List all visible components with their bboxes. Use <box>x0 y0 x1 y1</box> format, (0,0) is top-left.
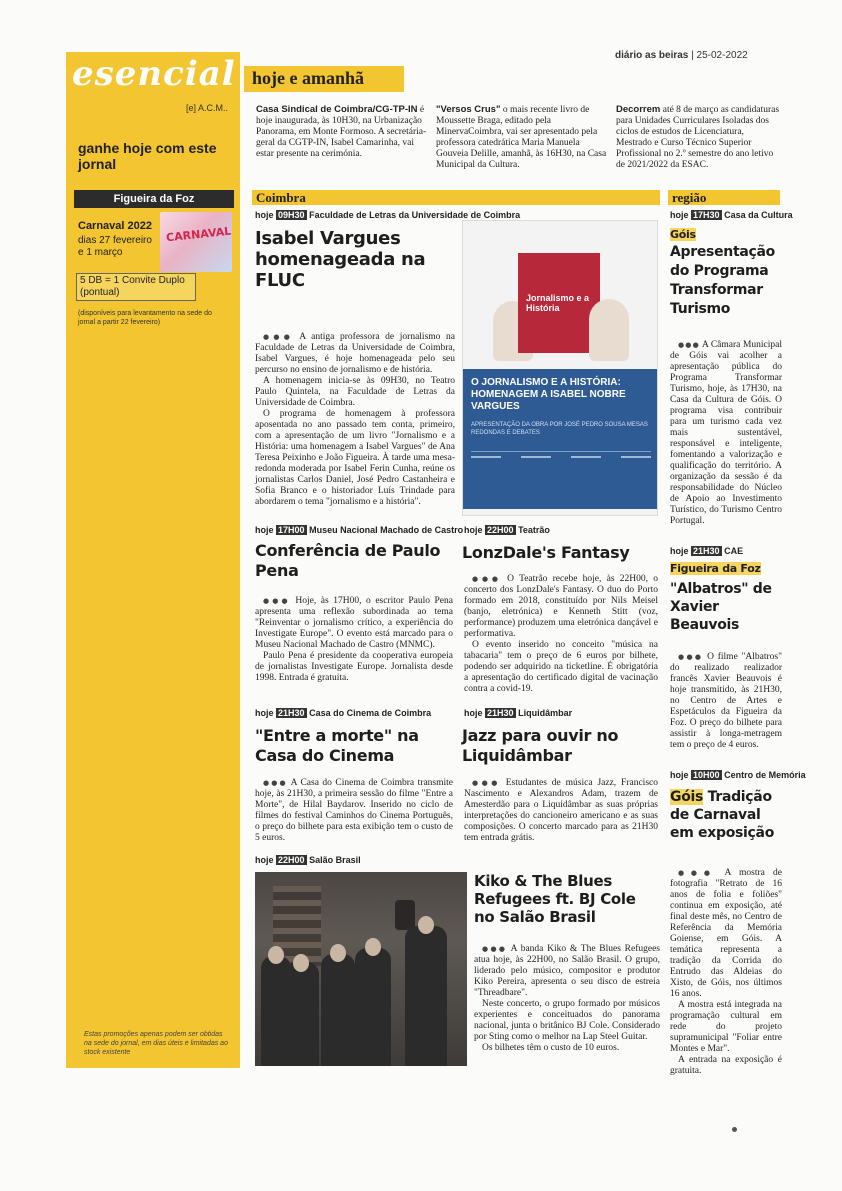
brief-text: é hoje inaugurada, às 10H30, na Urbanização Panorama, em Monte Formoso. A secretária-geral da CGTP-IN, Isabel Camarinha, vai estar presente na cerimónia. <box>256 105 427 159</box>
headline-fluc: Isabel Vargues homenageada na FLUC <box>255 228 426 291</box>
publication-name: diário as beiras <box>615 50 689 61</box>
headline-gois-carnaval <box>670 788 782 842</box>
region-label-figueira: Figueira da Foz <box>670 562 761 575</box>
promo-footer: Estas promoções apenas podem ser obtidas na sede do jornal, em dias úteis e limitadas ao stock existente <box>84 1031 228 1056</box>
poster-band <box>463 369 658 509</box>
promo-location: Figueira da Foz <box>74 190 234 208</box>
headline-paulo-pena: Conferência de Paulo Pena <box>255 541 441 580</box>
brief-text: até 8 de março as candidaturas para Unidades Curriculares Isoladas dos ciclos de estudos de Licenciatura, Mestrado e Curso Técnico Superior Profissional no 2.º semestre do ano letivo de 2021/2022 da ESAC. <box>616 105 780 170</box>
section-title: hoje e amanhã <box>244 66 404 92</box>
section-bar-regiao: região <box>668 190 780 205</box>
masthead-separator: | <box>691 50 694 61</box>
region-label-gois: Góis <box>670 789 704 805</box>
headline-gois-turismo: Apresentação do Programa Transformar Turismo <box>670 244 775 317</box>
promo-event: Carnaval 2022 <box>78 220 152 232</box>
brief-casa-sindical <box>256 104 428 160</box>
carnaval-poster-text: CARNAVAL <box>165 224 232 245</box>
article-body-gois-turismo: ●●● A Câmara Municipal de Góis vai acolher a apresentação pública do Programa Transformar Turismo, hoje, às 17H30, na Casa da Cultura de Góis. O programa visa contribuir para um turismo cada vez mais sustentável, responsável e inteligente, fomentando a valorização e qualificação do território. A organização da sessão é da responsabilidade do Núcleo de Apoio ao Investimento Turístico, do Turismo Centro Portugal. <box>670 340 782 526</box>
poster-grid <box>471 451 651 491</box>
brief-text: o mais recente livro de Moussette Braga, editado pela MinervaCoimbra, vai ser apresentado pela professora catedrática Maria Manuela Gouveia Delille, amanhã, às 16H30, na Casa Municipal da Cultura. <box>436 105 607 170</box>
article-tag: hoje 21H30 Liquidâmbar <box>464 708 573 718</box>
article-tag: hoje 22H00 Teatrão <box>464 525 550 535</box>
brief-title: Casa Sindical de Coimbra/CG-TP-IN <box>256 104 418 115</box>
issue-date: 25-02-2022 <box>696 50 748 61</box>
band-photo <box>255 872 467 1066</box>
scan-mark <box>732 1127 737 1132</box>
article-body-entre-a-morte: ●●● A Casa do Cinema de Coimbra transmite hoje, às 21H30, a primeira sessão do filme "Entre a Morte", de Hilal Baydarov. Inserido no ciclo de filmes do festival Caminhos do Cinema Português, o preço do bilhete para esta exibição tem o custo de 5 euros. <box>255 778 453 843</box>
masthead <box>615 50 748 61</box>
section-brand: esencial <box>72 54 236 94</box>
poster-title: O JORNALISMO E A HISTÓRIA: HOMENAGEM A ISABEL NOBRE VARGUES <box>471 377 626 412</box>
article-tag: hoje 17H30 Casa da Cultura <box>670 210 793 220</box>
headline-kiko: Kiko & The Blues Refugees ft. BJ Cole no Salão Brasil <box>474 872 636 926</box>
article-body-kiko: ●●● A banda Kiko & The Blues Refugees atua hoje, às 22H00, no Salão Brasil. O grupo, liderado pelo músico, compositor e produtor Kiko Pereira, apresenta o seu disco de estreia "Threadbare". Neste concerto, o grupo formado por músicos experientes e conceituados do panorama nacional, junta o britânico BJ Cole. Considerado por Sting como o melhor na Lap Steel Guitar. Os bilhetes têm o custo de 10 euros. <box>474 944 661 1053</box>
brief-candidaturas <box>616 104 782 171</box>
region-label-gois: Góis <box>670 228 696 241</box>
poster-hand-right <box>589 299 629 361</box>
poster-book: Jornalismo e a História <box>518 253 600 353</box>
article-tag: hoje 10H00 Centro de Memória <box>670 770 806 780</box>
section-bar-coimbra: Coimbra <box>252 190 660 205</box>
headline-albatros: "Albatros" de Xavier Beauvois <box>670 581 772 633</box>
article-tag: hoje 09H30 Faculdade de Letras da Universidade de Coimbra <box>255 210 521 220</box>
headline-jazz: Jazz para ouvir no Liquidâmbar <box>462 726 619 765</box>
carnaval-poster-image <box>160 212 232 272</box>
article-tag: hoje 17H00 Museu Nacional Machado de Castro <box>255 525 464 535</box>
article-body-gois-carnaval: ●●● A mostra de fotografia "Retrato de 16 anos de folia e foliões" continua em exposição, até final deste mês, no Centro de Referência da Memória Goiense, em Góis. A temática representa a tradição da Corrida do Entrudo das Aldeias do Xisto, de Góis, nos últimos 16 anos. A mostra está integrada na programação cultural em rede do projeto supramunicipal "Foliar entre Montes e Mar". A entrada na exposição é gratuita. <box>670 868 782 1076</box>
brief-title: "Versos Crus" <box>436 104 501 115</box>
article-body-paulo-pena: ●●● Hoje, às 17H00, o escritor Paulo Pena apresenta uma reflexão subordinada ao tema "Reinventar o jornalismo crítico, a experiência do Investigate Europe". O evento está marcado para o Museu Nacional Machado de Castro (MNMC). Paulo Pena é presidente da cooperativa europeia de jornalistas Investigate Europe. Jornalista desde 1998. Entrada é gratuita. <box>255 596 453 683</box>
photo-lamp <box>395 900 415 930</box>
headline-entre-a-morte: "Entre a morte" na Casa do Cinema <box>255 726 419 765</box>
headline-text: Tradição de Carnaval em exposição <box>670 789 775 841</box>
byline: [e] A.C.M.. <box>186 103 229 113</box>
article-body-jazz: ●●● Estudantes de música Jazz, Francisco Nascimento e Alexandros Adam, trazem de Amesterdão para o Liquidâmbar as suas próprias interpretações do cancioneiro americano e as suas composições. O concerto marcado para as 21H30 tem entrada grátis. <box>464 778 658 843</box>
promo-offer: 5 DB = 1 Convite Duplo (pontual) <box>76 273 196 301</box>
brief-versos-crus <box>436 104 608 171</box>
article-tag: hoje 21H30 Casa do Cinema de Coimbra <box>255 708 432 718</box>
headline-lonzdale: LonzDale's Fantasy <box>462 543 630 562</box>
promo-dates: dias 27 fevereiro e 1 março <box>78 235 152 258</box>
article-body-lonzdale: ●●● O Teatrão recebe hoje, às 22H00, o concerto dos LonzDale's Fantasy. O duo do Porto formado em 2018, constituído por Nils Meisel (banjo, eletrónica) e Kenneth Stitt (voz, performance) produzem uma eletrónica dançável e performativa. O evento inserido no conceito "música na tabacaria" tem o preço de 6 euros por bilhete, podendo ser adquirido na ticketline. É obrigatória a apresentação do certificado digital de vacinação contra a covid-19. <box>464 574 658 694</box>
poster-subtitle: APRESENTAÇÃO DA OBRA POR JOSÉ PEDRO SOUSA MESAS REDONDAS E DEBATES <box>471 422 648 436</box>
article-body-fluc: ●●● A antiga professora de jornalismo na Faculdade de Letras da Universidade de Coimbra, Isabel Vargues, é hoje homenageada pelo seu percurso no ensino de jornalismo e de história. A homenagem inicia-se às 09H30, no Teatro Paulo Quintela, na Faculdade de Letras da Universidade de Coimbra. O programa de homenagem à professora aposentada no ano passado tem conta, primeiro, com a apresentação de um livro "Jornalismo e a História: uma homenagem a Isabel Vargues" de Ana Teresa Peixinho e João Figueira. À tarde uma mesa-redonda moderada por Isabel Ferin Cunha, reúne os jornalistas Carlos Daniel, José Pedro Castanheira e Sofia Branco e o historiador Luís Trindade para abordarem o tema "jornalismo e a história". <box>255 332 455 507</box>
article-tag: hoje 22H00 Salão Brasil <box>255 855 361 865</box>
article-tag: hoje 21H30 CAE <box>670 546 744 556</box>
article-body-albatros: ●●● O filme "Albatros" do realizado realizador francês Xavier Beauvois é hoje transmitido, às 21H30, no Centro de Artes e Espetáculos da Figueira da Foz. O preço do bilhete para assistir à longa-metragem tem o preço de 4 euros. <box>670 652 782 750</box>
event-poster-fluc <box>462 220 658 516</box>
promo-headline: ganhe hoje com este jornal <box>78 140 217 172</box>
promo-note: (disponíveis para levantamento na sede do jornal a partir 22 fevereiro) <box>78 310 212 326</box>
brief-title: Decorrem <box>616 104 661 115</box>
